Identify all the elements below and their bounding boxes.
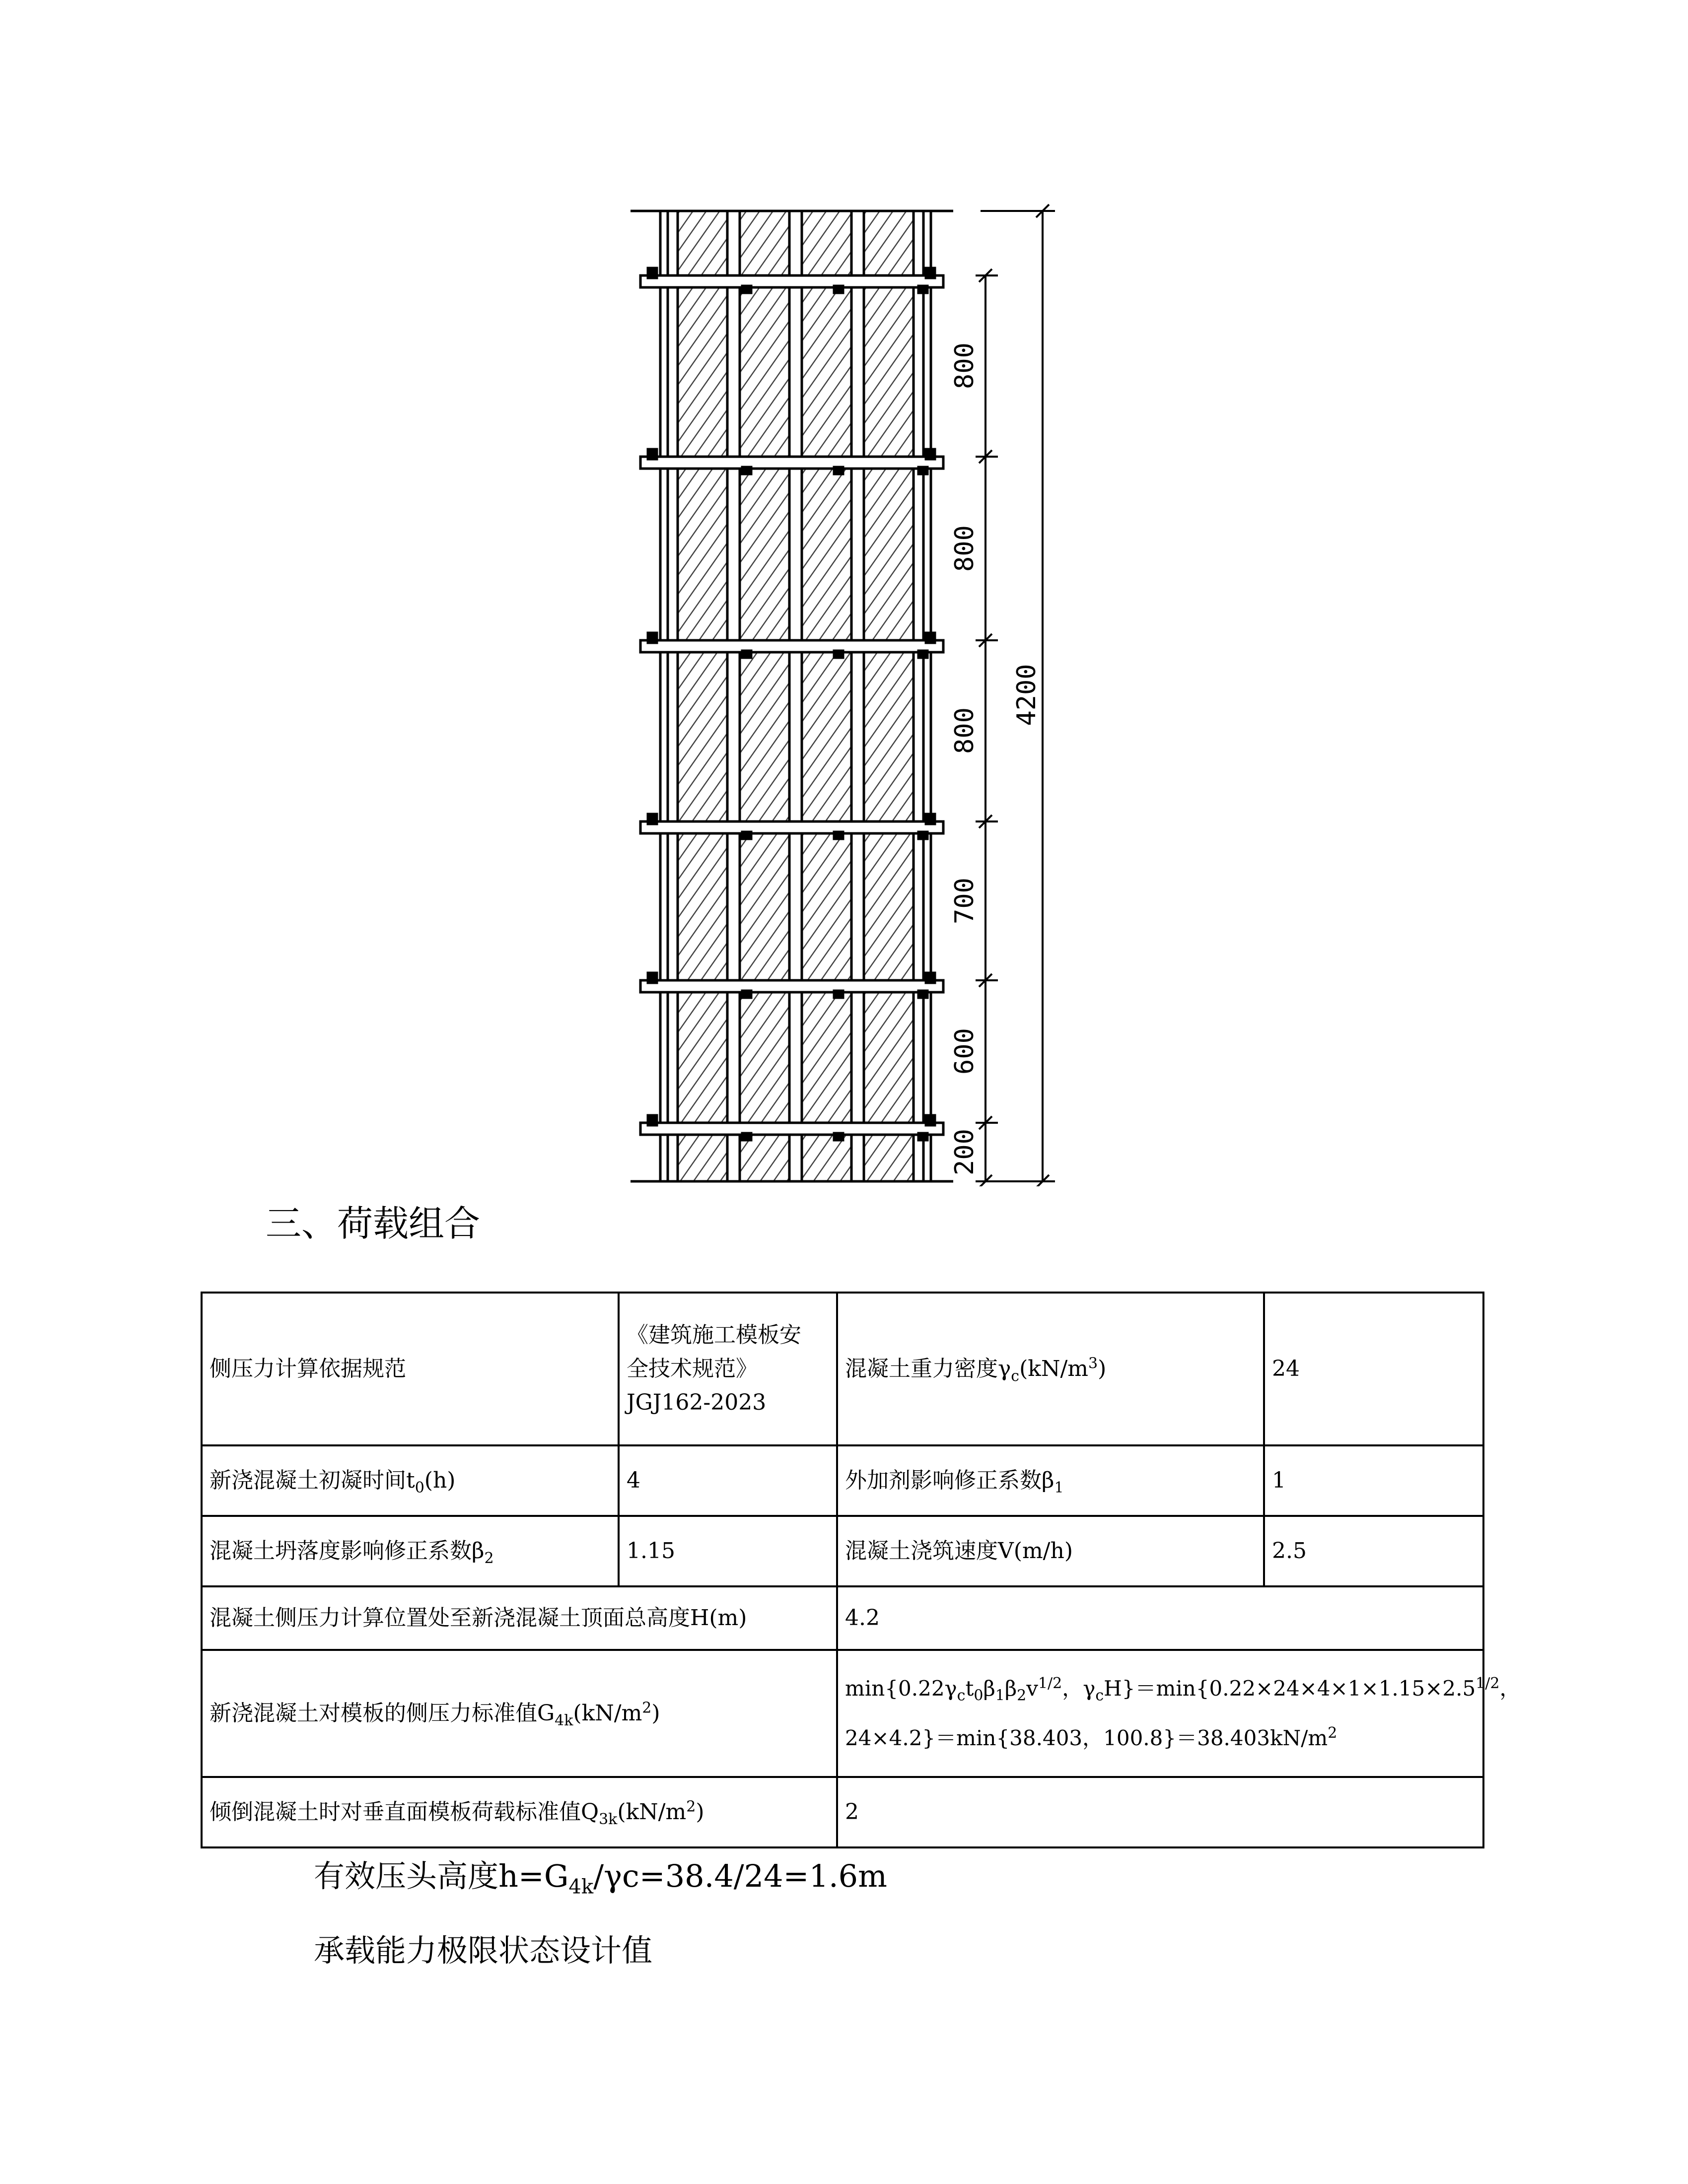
cell-line: 全技术规范》 [627, 1356, 758, 1381]
dimension-label: 800 [950, 707, 980, 754]
cell-line: 《建筑施工模板安 [627, 1322, 801, 1348]
formula-cell [837, 1650, 1521, 1777]
table-cell: 4.2 [837, 1586, 1483, 1650]
formula-part: min{0.22γ [845, 1676, 957, 1701]
formwork-elevation-drawing [616, 199, 1092, 1186]
dimension-total-label: 4200 [1012, 664, 1042, 726]
table-cell: 1.15 [619, 1516, 837, 1586]
formula-subscript: 0 [974, 1687, 984, 1705]
formula-subscript: 1 [995, 1687, 1005, 1705]
paragraph-text: /γc=38.4/24=1.6m [593, 1858, 887, 1894]
table-row [202, 1516, 1483, 1586]
cell-text: 外加剂影响修正系数β [845, 1468, 1055, 1493]
formula-part: v [1026, 1676, 1038, 1701]
cell-subscript: 3k [599, 1810, 618, 1828]
table-cell: 混凝土侧压力计算位置处至新浇混凝土顶面总高度H(m) [202, 1586, 837, 1650]
cell-text: 倾倒混凝土时对垂直面模板荷载标准值Q [210, 1799, 599, 1825]
cell-text: ) [696, 1799, 704, 1825]
cell-line: JGJ162-2023 [627, 1390, 767, 1415]
cell-subscript: c [1011, 1367, 1020, 1385]
formula-subscript: 2 [1017, 1687, 1027, 1705]
formula-subscript: c [957, 1687, 966, 1705]
formula-superscript: 1/2 [1038, 1675, 1062, 1692]
dimension-label: 800 [950, 525, 980, 572]
formula-line [845, 1713, 1476, 1763]
dimension-label: 800 [950, 342, 980, 389]
dimension-label: 600 [950, 1028, 980, 1075]
cell-text: (kN/m [1019, 1356, 1088, 1381]
table-cell [202, 1650, 837, 1777]
table-cell [837, 1293, 1264, 1445]
cell-text: 混凝土坍落度影响修正系数β [210, 1538, 485, 1564]
cell-text: 混凝土重力密度γ [845, 1356, 1011, 1381]
cell-superscript: 2 [642, 1699, 652, 1717]
formula-part: β [1004, 1676, 1017, 1701]
dimension-label: 200 [950, 1129, 980, 1175]
table-row [202, 1445, 1483, 1516]
formula-part: ， [1499, 1676, 1521, 1701]
formula-line [845, 1664, 1521, 1713]
cell-text: ) [651, 1701, 660, 1726]
formula-superscript: 1/2 [1476, 1675, 1500, 1692]
cell-subscript: 0 [415, 1479, 424, 1497]
table-cell: 混凝土浇筑速度V(m/h) [837, 1516, 1264, 1586]
cell-text: (kN/m [617, 1799, 687, 1825]
cell-text: ) [1098, 1356, 1107, 1381]
cell-text: 新浇混凝土初凝时间t [210, 1468, 415, 1493]
cell-text: 新浇混凝土对模板的侧压力标准值G [210, 1701, 555, 1726]
cell-subscript: 4k [555, 1711, 573, 1729]
section-heading: 三、荷载组合 [266, 1203, 481, 1244]
table-cell [202, 1445, 619, 1516]
paragraph-text: 有效压头高度h=G [314, 1858, 569, 1894]
table-row [202, 1777, 1483, 1847]
table-cell [837, 1445, 1264, 1516]
table-row [202, 1586, 1483, 1650]
cell-subscript: 1 [1054, 1479, 1064, 1497]
table-cell: 24 [1264, 1293, 1483, 1445]
table-row [202, 1293, 1483, 1445]
table-cell [202, 1516, 619, 1586]
formula-subscript: c [1095, 1687, 1104, 1705]
table-cell: 2 [837, 1777, 1483, 1847]
cell-text: (h) [424, 1468, 456, 1493]
load-combination-table [201, 1292, 1521, 1848]
cell-subscript: 2 [484, 1549, 494, 1567]
table-cell [619, 1293, 837, 1445]
formula-superscript: 2 [1328, 1724, 1337, 1742]
table-cell: 4 [619, 1445, 837, 1516]
formula-part: 24×4.2}＝min{38.403，100.8}＝38.403kN/m [845, 1726, 1328, 1750]
table-cell: 侧压力计算依据规范 [202, 1293, 619, 1445]
formula-part: H}＝min{0.22×24×4×1×1.15×2.5 [1104, 1676, 1476, 1701]
formula-part: t [965, 1676, 974, 1701]
dimension-labels [950, 342, 1042, 1175]
cell-superscript: 3 [1088, 1355, 1098, 1372]
formula-part: β [983, 1676, 995, 1701]
dimension-label: 700 [950, 878, 980, 924]
design-value-paragraph: 承载能力极限状态设计值 [314, 1932, 653, 1969]
table-cell [202, 1777, 837, 1847]
table-cell: 1 [1264, 1445, 1483, 1516]
table-row [202, 1650, 1483, 1777]
cell-text: (kN/m [573, 1701, 642, 1726]
cell-superscript: 2 [686, 1798, 696, 1816]
paragraph-subscript: 4k [568, 1875, 594, 1899]
column-body [631, 211, 953, 1181]
formula-part: ，γ [1062, 1676, 1096, 1701]
table-cell: 2.5 [1264, 1516, 1483, 1586]
effective-head-paragraph [314, 1851, 887, 1899]
